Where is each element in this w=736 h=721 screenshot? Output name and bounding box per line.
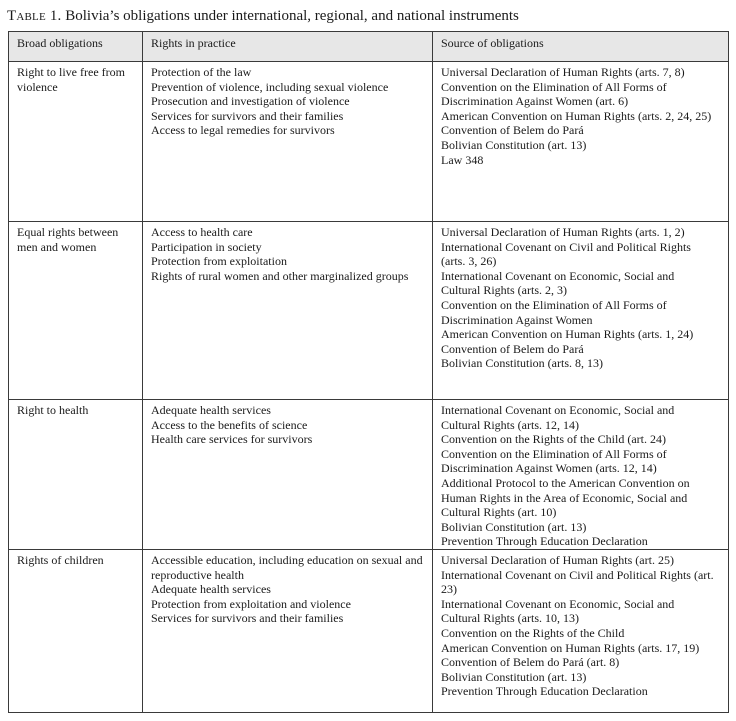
cell-line: Prevention Through Education Declaration <box>441 534 648 549</box>
table-header-row <box>9 32 729 62</box>
cell-line: Convention on the Rights of the Child (art. 24) <box>441 432 666 447</box>
cell-line: Services for survivors and their families <box>151 108 344 123</box>
cell-line: Convention of Belem do Pará (art. 8) <box>441 655 620 670</box>
cell-line: Law 348 <box>441 152 484 167</box>
cell-line: Right to health <box>17 403 89 417</box>
sources-cell <box>433 222 729 400</box>
cell-line: Cultural Rights (arts. 10, 13) <box>441 611 579 626</box>
cell-line: Bolivian Constitution (arts. 8, 13) <box>441 356 603 371</box>
cell-line: Rights of children <box>17 553 104 567</box>
cell-line: 23) <box>441 582 457 597</box>
cell-line: Universal Declaration of Human Rights (arts. 7, 8) <box>441 65 685 79</box>
cell-line: Universal Declaration of Human Rights (art. 25) <box>441 553 674 567</box>
table-row <box>9 550 729 713</box>
cell-line: Convention of Belem do Pará <box>441 123 584 138</box>
sources-cell <box>433 62 729 222</box>
cell-line: reproductive health <box>151 567 244 582</box>
cell-line: violence <box>17 79 58 94</box>
cell-line: International Covenant on Economic, Social and <box>441 268 675 283</box>
obligations-table <box>8 31 729 713</box>
header-broad-obligations: Broad obligations <box>9 32 143 62</box>
obligation-cell <box>9 550 143 713</box>
sources-cell <box>433 400 729 550</box>
cell-line: Prosecution and investigation of violence <box>151 94 350 109</box>
cell-line: Adequate health services <box>151 403 271 417</box>
rights-cell <box>143 550 433 713</box>
cell-line: Discrimination Against Women <box>441 312 593 327</box>
cell-line: Accessible education, including education on sexual and <box>151 553 423 567</box>
cell-line: International Covenant on Civil and Political Rights (art. <box>441 567 714 582</box>
header-source-of-obligations: Source of obligations <box>433 32 729 62</box>
table-caption-label: Table 1. <box>7 8 62 24</box>
cell-line: Prevention of violence, including sexual violence <box>151 79 389 94</box>
cell-line: Services for survivors and their families <box>151 611 344 626</box>
table-caption <box>7 7 519 25</box>
cell-line: Cultural Rights (art. 10) <box>441 505 557 520</box>
cell-line: Access to the benefits of science <box>151 417 308 432</box>
cell-line: Bolivian Constitution (art. 13) <box>441 669 587 684</box>
cell-line: Health care services for survivors <box>151 432 313 447</box>
cell-line: Cultural Rights (arts. 2, 3) <box>441 283 567 298</box>
cell-line: Right to live free from <box>17 65 125 79</box>
cell-line: Protection from exploitation <box>151 254 287 269</box>
cell-line: American Convention on Human Rights (arts. 2, 24, 25) <box>441 108 712 123</box>
table-row <box>9 400 729 550</box>
obligation-cell <box>9 400 143 550</box>
cell-line: Cultural Rights (arts. 12, 14) <box>441 417 579 432</box>
cell-line: Protection of the law <box>151 65 252 79</box>
cell-line: Universal Declaration of Human Rights (arts. 1, 2) <box>441 225 685 239</box>
cell-line: Rights of rural women and other marginalized groups <box>151 268 409 283</box>
cell-line: Prevention Through Education Declaration <box>441 684 648 699</box>
cell-line: Convention on the Elimination of All Forms of <box>441 446 667 461</box>
cell-line: Protection from exploitation and violence <box>151 596 351 611</box>
rights-cell <box>143 222 433 400</box>
cell-line: Convention of Belem do Pará <box>441 341 584 356</box>
cell-line: Convention on the Elimination of All Forms of <box>441 79 667 94</box>
cell-line: American Convention on Human Rights (arts. 17, 19) <box>441 640 700 655</box>
cell-line: Access to legal remedies for survivors <box>151 123 335 138</box>
cell-line: Convention on the Rights of the Child <box>441 625 625 640</box>
cell-line: men and women <box>17 239 97 254</box>
cell-line: (arts. 3, 26) <box>441 254 497 269</box>
table-caption-text: Bolivia’s obligations under international, regional, and national instruments <box>65 8 519 24</box>
obligation-cell <box>9 222 143 400</box>
rights-cell <box>143 400 433 550</box>
cell-line: Bolivian Constitution (art. 13) <box>441 519 587 534</box>
cell-line: Additional Protocol to the American Convention on <box>441 475 690 490</box>
cell-line: Adequate health services <box>151 582 271 597</box>
cell-line: Human Rights in the Area of Economic, Social and <box>441 490 688 505</box>
sources-cell <box>433 550 729 713</box>
cell-line: International Covenant on Economic, Social and <box>441 596 675 611</box>
cell-line: International Covenant on Economic, Social and <box>441 403 675 417</box>
cell-line: Equal rights between <box>17 225 119 239</box>
header-rights-in-practice: Rights in practice <box>143 32 433 62</box>
table-row <box>9 222 729 400</box>
cell-line: International Covenant on Civil and Political Rights <box>441 239 691 254</box>
cell-line: Access to health care <box>151 225 253 239</box>
cell-line: American Convention on Human Rights (arts. 1, 24) <box>441 327 694 342</box>
cell-line: Participation in society <box>151 239 262 254</box>
cell-line: Discrimination Against Women (arts. 12, 14) <box>441 461 657 476</box>
table-row <box>9 62 729 222</box>
cell-line: Bolivian Constitution (art. 13) <box>441 137 587 152</box>
cell-line: Discrimination Against Women (art. 6) <box>441 94 629 109</box>
rights-cell <box>143 62 433 222</box>
obligation-cell <box>9 62 143 222</box>
cell-line: Convention on the Elimination of All Forms of <box>441 297 667 312</box>
